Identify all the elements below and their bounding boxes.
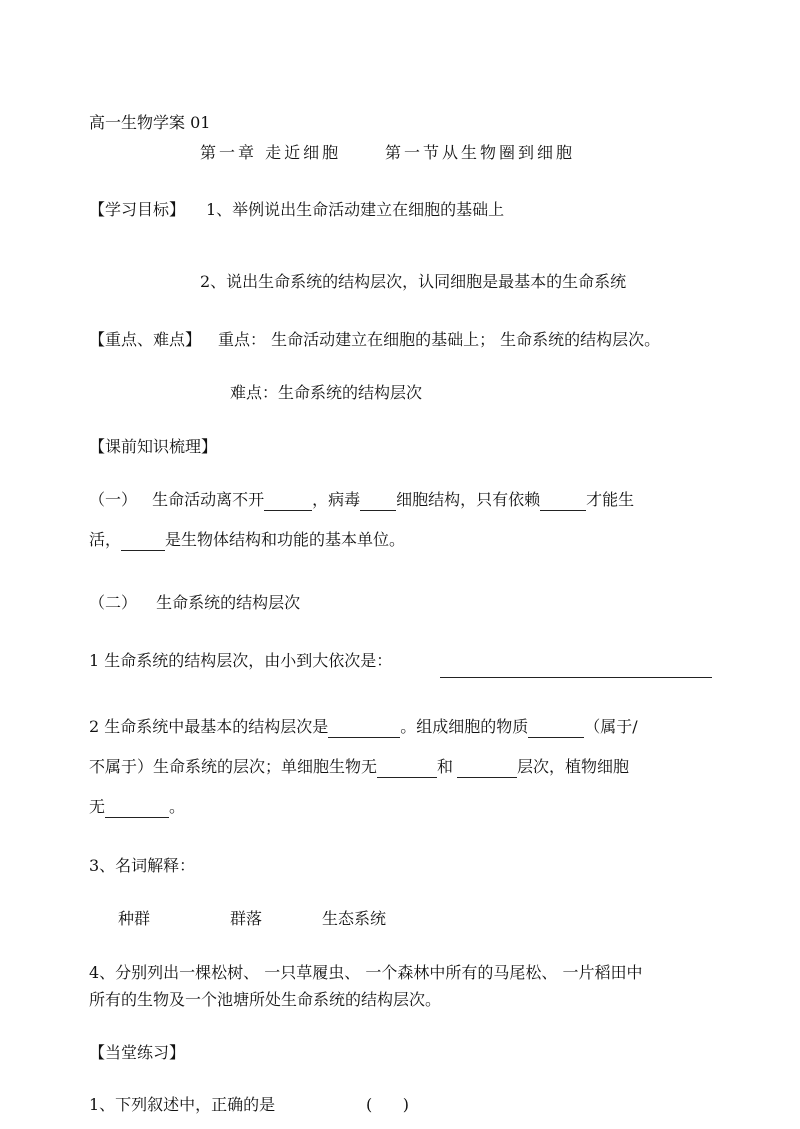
question-4-line2: 所有的生物及一个池塘所处生命系统的结构层次。 — [89, 990, 442, 1009]
part1-text-4: 才能生 — [586, 490, 635, 509]
blank-field[interactable] — [528, 719, 584, 738]
difficulty-point: 难点：生命系统的结构层次 — [230, 383, 423, 402]
question-4-line1: 4、分别列出一棵松树、 一只草履虫、 一个森林中所有的马尾松、 一片稻田中 — [89, 963, 643, 982]
q2-text-7: 无 — [89, 797, 106, 816]
question-1 — [89, 650, 392, 672]
doc-title: 高一生物学案 01 — [89, 113, 211, 132]
part1-text-6: 是生物体结构和功能的基本单位。 — [165, 530, 406, 549]
chapter-heading: 第一章 走近细胞 — [200, 143, 342, 162]
question-2-line2 — [89, 756, 629, 778]
blank-field[interactable] — [360, 492, 396, 511]
question-1-text: 1 生命系统的结构层次，由小到大依次是： — [89, 651, 393, 670]
blank-field[interactable] — [457, 759, 517, 778]
question-2-line3 — [89, 796, 185, 818]
part1-line1 — [89, 489, 634, 511]
q2-text-3: （属于/ — [584, 717, 638, 736]
preview-label: 【课前知识梳理】 — [89, 437, 218, 456]
q2-text-6: 层次，植物细胞 — [517, 757, 630, 776]
term-population: 种群 — [118, 909, 151, 928]
part2-marker: （二） — [89, 593, 138, 612]
q2-text-4: 不属于）生命系统的层次；单细胞生物无 — [89, 757, 378, 776]
part1-text-5: 活， — [89, 530, 122, 549]
part2-title: 生命系统的结构层次 — [156, 593, 301, 612]
answer-line[interactable] — [440, 677, 712, 678]
part1-text-2: ，病毒 — [312, 490, 361, 509]
objectives-label: 【学习目标】 — [89, 200, 186, 219]
part1-text-1: 生命活动离不开 — [152, 490, 265, 509]
keypoints-label: 【重点、难点】 — [89, 330, 202, 349]
q2-text-5: 和 — [437, 757, 454, 776]
practice-label: 【当堂练习】 — [89, 1043, 186, 1062]
objective-2: 2、说出生命系统的结构层次，认同细胞是最基本的生命系统 — [200, 272, 627, 291]
key-point: 重点： 生命活动建立在细胞的基础上； 生命系统的结构层次。 — [218, 330, 661, 349]
q2-text-8: 。 — [169, 797, 186, 816]
question-2-line1 — [89, 716, 638, 738]
q2-text-2: 。组成细胞的物质 — [400, 717, 529, 736]
objective-1: 1、举例说出生命活动建立在细胞的基础上 — [206, 200, 505, 219]
blank-field[interactable] — [377, 759, 437, 778]
blank-field[interactable] — [121, 532, 165, 551]
practice-question-1: 1、下列叙述中，正确的是 — [89, 1095, 276, 1114]
part1-line2 — [89, 529, 405, 551]
term-ecosystem: 生态系统 — [322, 909, 387, 928]
section-heading: 第一节从生物圈到细胞 — [385, 143, 576, 162]
part2-heading — [89, 592, 300, 614]
term-community: 群落 — [230, 909, 263, 928]
blank-field[interactable] — [264, 492, 312, 511]
blank-field[interactable] — [540, 492, 586, 511]
blank-field[interactable] — [105, 799, 169, 818]
answer-parentheses[interactable]: ( ) — [366, 1095, 409, 1114]
part1-marker: （一） — [89, 490, 138, 509]
part1-text-3: 细胞结构，只有依赖 — [396, 490, 541, 509]
question-3: 3、名词解释： — [89, 856, 196, 875]
blank-field[interactable] — [328, 719, 400, 738]
q2-text-1: 2 生命系统中最基本的结构层次是 — [89, 717, 329, 736]
